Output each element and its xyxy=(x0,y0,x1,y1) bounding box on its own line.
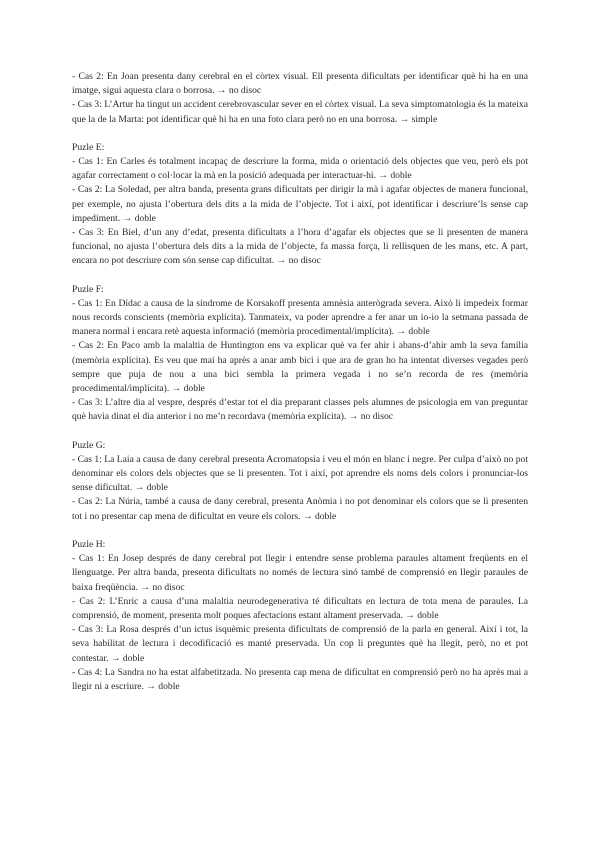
case-paragraph: - Cas 3: La Rosa després d’un ictus isquèmic presenta dificultats de comprensió de la parla en general. Així i tot, la seva habilitat de lectura i decodificació es manté preservada. Un cop li preguntes què ha llegit, però, no et pot contestar. → doble xyxy=(72,624,528,664)
puzzle-title: Puzle G: xyxy=(72,439,106,451)
case-paragraph: - Cas 3: En Biel, d’un any d’edat, presenta dificultats a l’hora d’agafar els objectes que se li presenten de manera funcional, no ajusta l’obertura dels dits a la mida de l’objecte, fa massa força, li rellisquen de les mans, etc. A part, encara no pot descriure com són sense cap dificultat. → no disoc xyxy=(72,227,528,267)
puzzle-title: Puzle H: xyxy=(72,538,106,550)
case-paragraph: - Cas 1: La Laia a causa de dany cerebral presenta Acromatopsia i veu el món en blanc i negre. Per culpa d’això no pot denominar els colors dels objectes que se li presenten. Tot i així, pot aprendre els noms dels colors i pronunciar-los sense dificultat. → doble xyxy=(72,453,528,494)
case-paragraph: - Cas 1: En Carles és totalment incapaç de descriure la forma, mida o orientació dels objectes que veu, però els pot agafar correctament o col·locar la mà en la posició adequada per interactuar-hi. → doble xyxy=(72,156,528,182)
case-paragraph: - Cas 2: La Núria, també a causa de dany cerebral, presenta Anòmia i no pot denominar els colors que se li presenten tot i no presentar cap mena de dificultat en veure els colors. → doble xyxy=(72,496,528,522)
puzzle-g-section xyxy=(72,439,528,524)
case-paragraph: - Cas 3: L’altre dia al vespre, després d’estar tot el dia preparant classes pels alumnes de psicologia em van preguntar què havia dinat el dia anterior i no me’n recordava (memòria explícita). → no disoc xyxy=(72,397,528,423)
puzzle-h-section xyxy=(72,538,528,694)
puzzle-e-section xyxy=(72,141,528,269)
case-paragraph: - Cas 2: En Paco amb la malaltia de Huntington ens va explicar què va fer ahir i abans-d’ahir amb la seva família (memòria explícita). Es veu que mai ha après a anar amb bici i que ara de gran ho ha intentat diverses vegades però sempre que puja de nou a una bici sembla la primera vegada i no se’n recorda de res (memòria procedimental/implícita). → doble xyxy=(72,340,528,395)
case-paragraph: - Cas 2: La Soledad, per altra banda, presenta grans dificultats per dirigir la mà i agafar objectes de manera funcional, per exemple, no ajusta l’obertura dels dits a la mida de l’objecte. Tot i així, pot identificar i descriure’ls sense cap impediment. → doble xyxy=(72,184,528,224)
case-paragraph: - Cas 2: L’Enric a causa d’una malaltia neurodegenerativa té dificultats en lectura de tota mena de paraules. La comprensió, de moment, presenta molt poques afectacions estant altament preservada. → doble xyxy=(72,595,528,621)
case-paragraph: - Cas 2: En Joan presenta dany cerebral en el còrtex visual. Ell presenta dificultats per identificar què hi ha en una imatge, sigui aquesta clara o borrosa. → no disoc xyxy=(72,71,528,97)
intro-section xyxy=(72,70,528,127)
case-paragraph: - Cas 3: L’Artur ha tingut un accident cerebrovascular sever en el còrtex visual. La seva simptomatologia és la mateixa que la de la Marta: pot identificar què hi ha en una foto clara però no en una borrosa. → simple xyxy=(72,99,528,125)
case-paragraph: - Cas 1: En Dídac a causa de la síndrome de Korsakoff presenta amnèsia anterògrada severa. Això li impedeix formar nous records conscients (memòria explícita). Tanmateix, va poder aprendre a fer anar un io-io la setmana passada de manera normal i encara retè aquesta informació (memòria procedimental/implícita). → doble xyxy=(72,297,528,338)
case-paragraph: - Cas 1: En Josep després de dany cerebral pot llegir i entendre sense problema paraules altament freqüents en el llenguatge. Per altra banda, presenta dificultats no només de lectura sinó també de comprensió en llegir paraules de baixa freqüència. → no disoc xyxy=(72,553,528,593)
case-paragraph: - Cas 4: La Sandra no ha estat alfabetitzada. No presenta cap mena de dificultat en comprensió però no ha après mai a llegir ni a escriure. → doble xyxy=(72,666,528,692)
puzzle-title: Puzle E: xyxy=(72,141,105,153)
puzzle-title: Puzle F: xyxy=(72,283,104,295)
puzzle-f-section xyxy=(72,283,528,425)
